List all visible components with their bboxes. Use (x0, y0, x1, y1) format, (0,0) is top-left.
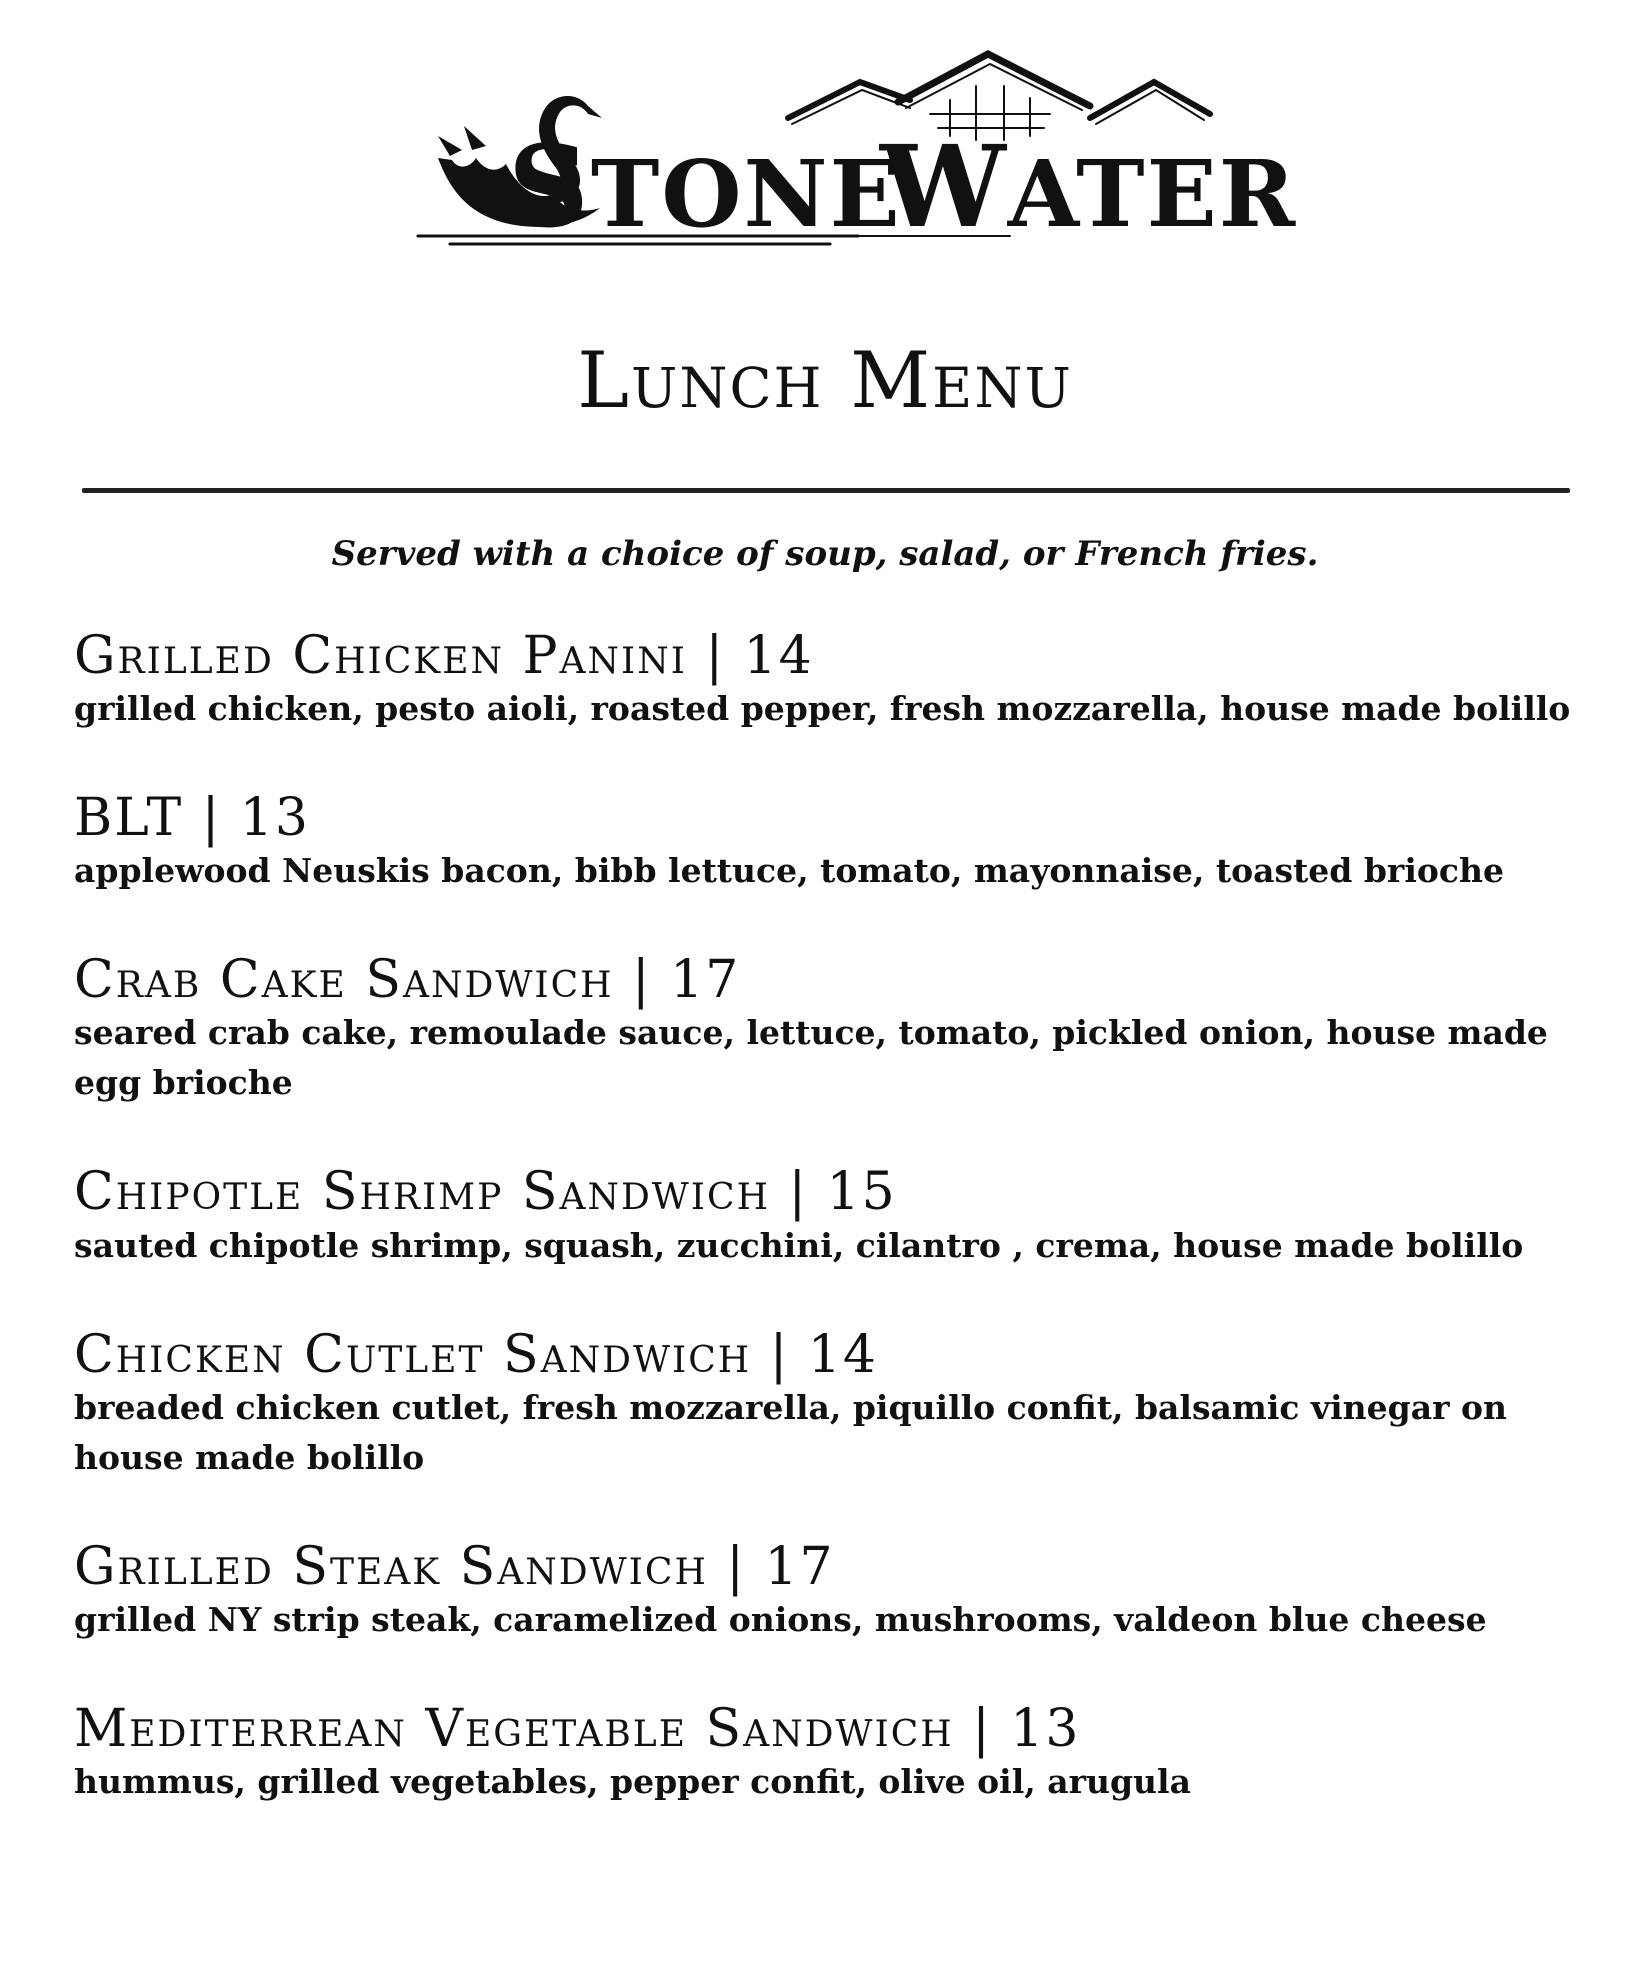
item-description: applewood Neuskis bacon, bibb lettuce, tomato, mayonnaise, toasted brioche (74, 851, 1504, 891)
title-divider (82, 488, 1570, 493)
price-separator: | (769, 1324, 790, 1385)
menu-item-heading (74, 1536, 1584, 1597)
item-name: Chipotle Shrimp Sandwich (74, 1162, 770, 1223)
item-description: seared crab cake, remoulade sauce, lettuce, tomato, pickled onion, house made egg brioche (74, 1013, 1548, 1103)
menu-item (74, 628, 1584, 734)
item-name: Chicken Cutlet Sandwich (74, 1324, 752, 1385)
menu-item-heading (74, 628, 1584, 684)
menu-item-heading (74, 788, 1584, 849)
price-separator: | (726, 1536, 746, 1597)
menu-item-list (74, 628, 1584, 1863)
menu-item-heading (74, 1162, 1584, 1223)
item-name: Grilled Steak Sandwich (74, 1536, 708, 1597)
price-separator: | (705, 626, 725, 686)
price-separator: | (201, 788, 222, 849)
item-name: Mediterrean Vegetable Sandwich (74, 1698, 954, 1759)
item-price: 15 (826, 1162, 897, 1223)
logo-word-stone: STONE (508, 122, 902, 253)
item-name: Crab Cake Sandwich (74, 950, 614, 1011)
item-price: 13 (1010, 1698, 1081, 1759)
menu-item-heading (74, 1324, 1584, 1385)
item-price: 17 (764, 1536, 835, 1597)
menu-subtitle: Served with a choice of soup, salad, or French fries. (331, 534, 1319, 574)
item-name: BLT (74, 788, 184, 849)
item-price: 14 (807, 1324, 878, 1385)
price-separator: | (632, 950, 652, 1011)
item-description: sauted chipotle shrimp, squash, zucchini, cilantro , crema, house made bolillo (74, 1225, 1524, 1265)
logo-word-water: WATER (880, 122, 1298, 253)
price-separator: | (972, 1698, 992, 1759)
item-price: 13 (239, 788, 310, 849)
menu-item-heading (74, 1698, 1584, 1759)
item-price: 17 (670, 950, 741, 1011)
item-description: hummus, grilled vegetables, pepper confit, olive oil, arugula (74, 1762, 1191, 1802)
item-description: grilled chicken, pesto aioli, roasted pepper, fresh mozzarella, house made bolillo (74, 689, 1571, 729)
menu-item (74, 1324, 1584, 1483)
menu-item (74, 952, 1584, 1108)
item-description: breaded chicken cutlet, fresh mozzarella, piquillo confit, balsamic vinegar on house made bolillo (74, 1387, 1507, 1477)
menu-item (74, 1164, 1584, 1270)
item-description: grilled NY strip steak, caramelized onions, mushrooms, valdeon blue cheese (74, 1599, 1487, 1639)
menu-item (74, 790, 1584, 896)
price-separator: | (788, 1162, 809, 1223)
menu-item (74, 1698, 1584, 1807)
item-price: 14 (743, 626, 814, 686)
item-name: Grilled Chicken Panini (74, 626, 687, 686)
menu-item (74, 1536, 1584, 1645)
menu-item-heading (74, 950, 1584, 1011)
page-title: Lunch Menu (577, 336, 1073, 426)
stone-water-logo (410, 40, 1298, 253)
